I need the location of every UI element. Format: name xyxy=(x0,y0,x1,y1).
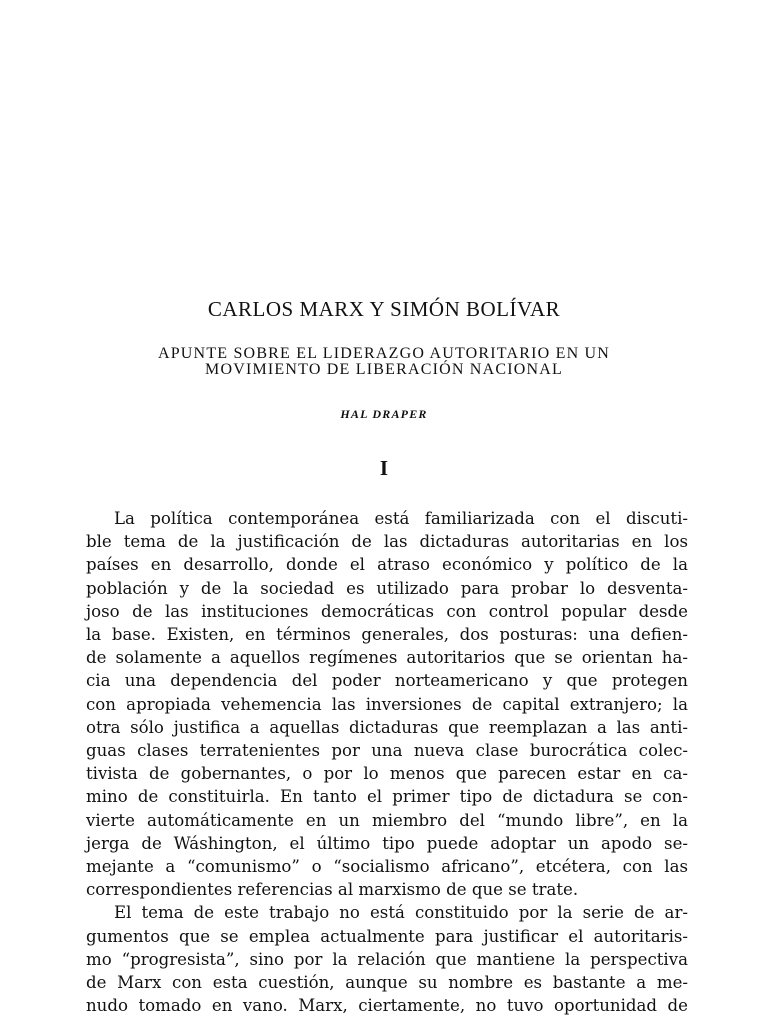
text-line: mino de constituirla. En tanto el primer tipo de dictadura se con- xyxy=(86,787,688,807)
text-line: cia una dependencia del poder norteamericano y que protegen xyxy=(86,671,688,691)
text-line: ble tema de la justificación de las dictaduras autoritarias en los xyxy=(86,532,688,552)
text-line: El tema de este trabajo no está constituido por la serie de ar- xyxy=(114,903,688,923)
text-line: joso de las instituciones democráticas con control popular desde xyxy=(86,601,688,621)
text-line: mejante a “comunismo” o “socialismo africano”, etcétera, con las xyxy=(86,857,688,877)
text-line: la base. Existen, en términos generales, dos posturas: una defien- xyxy=(86,625,688,645)
text-line: mo “progresista”, sino por la relación que mantiene la perspectiva xyxy=(86,949,688,969)
article-title: CARLOS MARX Y SIMÓN BOLÍVAR xyxy=(207,297,561,321)
text-line: otra sólo justifica a aquellas dictaduras que reemplazan a las anti- xyxy=(86,717,688,737)
text-line: guas clases terratenientes por una nueva clase burocrática colec- xyxy=(86,741,688,761)
text-line: países en desarrollo, donde el atraso económico y político de la xyxy=(86,555,688,575)
text-line: gumentos que se emplea actualmente para justificar el autoritaris- xyxy=(86,926,688,946)
article-author: HAL DRAPER xyxy=(340,407,428,421)
article-body xyxy=(86,507,688,1017)
subtitle-line-2: MOVIMIENTO DE LIBERACIÓN NACIONAL xyxy=(205,361,563,378)
paragraph-2 xyxy=(86,901,688,1017)
text-line: de solamente a aquellos regímenes autoritarios que se orientan ha- xyxy=(86,648,688,668)
article-subtitle xyxy=(100,346,668,378)
text-line: tivista de gobernantes, o por lo menos que parecen estar en ca- xyxy=(86,764,688,784)
paragraph-1 xyxy=(86,507,688,901)
text-line: jerga de Wáshington, el último tipo puede adoptar un apodo se- xyxy=(86,833,688,853)
text-line: nudo tomado en vano. Marx, ciertamente, no tuvo oportunidad de xyxy=(86,996,688,1016)
text-line: población y de la sociedad es utilizado para probar lo desventa- xyxy=(86,578,688,598)
text-line: La política contemporánea está familiarizada con el discuti- xyxy=(114,509,688,528)
text-line: correspondientes referencias al marxismo de que se trate. xyxy=(86,880,579,900)
subtitle-line-1: APUNTE SOBRE EL LIDERAZGO AUTORITARIO EN UN xyxy=(157,345,611,362)
section-heading: I xyxy=(379,456,389,480)
text-line: con apropiada vehemencia las inversiones de capital extranjero; la xyxy=(86,694,688,714)
text-line: vierte automáticamente en un miembro del “mundo libre”, en la xyxy=(86,810,688,830)
text-line: de Marx con esta cuestión, aunque su nombre es bastante a me- xyxy=(86,973,688,993)
